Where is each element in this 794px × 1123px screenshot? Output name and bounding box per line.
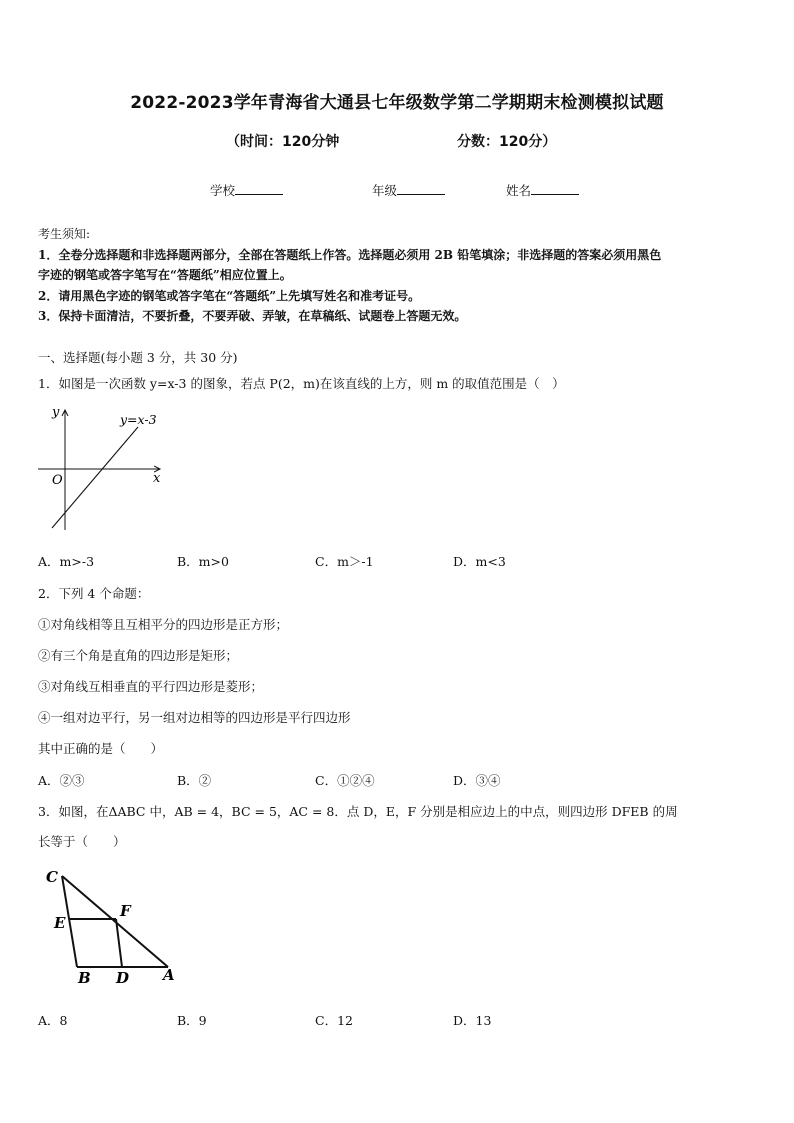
grade-blank xyxy=(397,182,445,195)
line-label: y=x-3 xyxy=(120,412,157,427)
q1-graph xyxy=(34,402,174,534)
q2-option-d[interactable]: D．③④ xyxy=(453,773,501,788)
q2-ask: 其中正确的是（ ） xyxy=(38,741,164,756)
notice-item: 字迹的钢笔或答字笔写在“答题纸”相应位置上。 xyxy=(38,268,292,282)
school-field: 学校 xyxy=(210,181,283,199)
vertex-a: A xyxy=(163,966,175,984)
q2-stem: 2．下列 4 个命题： xyxy=(38,586,150,601)
q2-statement: ①对角线相等且互相平分的四边形是正方形； xyxy=(38,617,289,632)
q3-triangle-figure xyxy=(40,866,190,990)
grade-field: 年级 xyxy=(372,181,445,199)
notice-item: 3．保持卡面清洁，不要折叠，不要弄破、弄皱，在草稿纸、试题卷上答题无效。 xyxy=(38,309,467,323)
q2-statement: ②有三个角是直角的四边形是矩形； xyxy=(38,648,239,663)
page-title: 2022-2023学年青海省大通县七年级数学第二学期期末检测模拟试题 xyxy=(130,93,664,113)
q3-option-b[interactable]: B．9 xyxy=(177,1013,207,1028)
q1-option-a[interactable]: A．m>-3 xyxy=(38,554,95,569)
q3-stem-continued: 长等于（ ） xyxy=(38,834,126,849)
y-axis-label: y xyxy=(52,405,60,420)
school-blank xyxy=(235,182,283,195)
q2-statement: ③对角线互相垂直的平行四边形是菱形； xyxy=(38,679,264,694)
name-blank xyxy=(531,182,579,195)
q2-statement: ④一组对边平行，另一组对边相等的四边形是平行四边形 xyxy=(38,710,351,725)
q3-stem: 3．如图，在ΔABC 中，AB = 4，BC = 5，AC = 8．点 D，E，F 分别是相应边上的中点，则四边形 DFEB 的周 xyxy=(38,804,678,819)
q1-option-d[interactable]: D．m<3 xyxy=(453,554,506,569)
exam-notice xyxy=(38,224,758,327)
side-ca xyxy=(62,876,168,967)
vertex-f: F xyxy=(120,902,131,920)
origin-label: O xyxy=(52,473,63,488)
exam-score: 分数：120分） xyxy=(457,134,557,150)
x-axis-label: x xyxy=(153,471,161,486)
q3-option-c[interactable]: C．12 xyxy=(315,1013,353,1028)
q2-option-b[interactable]: B．② xyxy=(177,773,212,788)
q1-option-c[interactable]: C．m＞-1 xyxy=(315,554,374,569)
notice-item: 1．全卷分选择题和非选择题两部分，全部在答题纸上作答。选择题必须用 2B 铅笔填涂；非选择题的答案必须用黑色 xyxy=(38,247,662,262)
vertex-d: D xyxy=(116,969,130,987)
q2-option-c[interactable]: C．①②④ xyxy=(315,773,375,788)
exam-time: （时间：120分钟 xyxy=(226,134,340,150)
notice-item: 2．请用黑色字迹的钢笔或答字笔在“答题纸”上先填写姓名和准考证号。 xyxy=(38,288,421,303)
vertex-b: B xyxy=(78,969,91,987)
name-field: 姓名 xyxy=(506,181,579,199)
q3-option-d[interactable]: D．13 xyxy=(453,1013,492,1028)
vertex-e: E xyxy=(54,914,66,932)
vertex-c: C xyxy=(46,868,58,886)
q1-option-b[interactable]: B．m>0 xyxy=(177,554,229,569)
section-title: 一、选择题(每小题 3 分，共 30 分) xyxy=(38,350,238,365)
notice-heading: 考生须知: xyxy=(38,227,91,241)
q1-stem: 1．如图是一次函数 y=x-3 的图象，若点 P(2，m)在该直线的上方，则 m 的取值范围是（ ） xyxy=(38,376,565,391)
q3-option-a[interactable]: A．8 xyxy=(38,1013,68,1028)
q2-option-a[interactable]: A．②③ xyxy=(38,773,85,788)
